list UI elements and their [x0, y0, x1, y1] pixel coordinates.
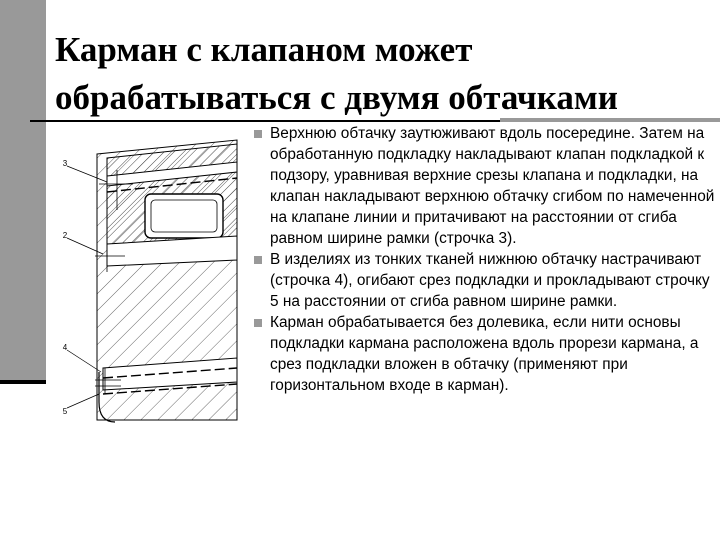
- bullet-text: В изделиях из тонких тканей нижнюю обтачку настрачивают (строчка 4), огибают срез подкладки и прокладывают строчку 5 на расстоянии от сгиба равном ширине рамки.: [270, 251, 710, 310]
- bullet-list: [254, 123, 716, 396]
- bullet-item: [254, 312, 716, 396]
- title-underline-accent: [500, 118, 720, 122]
- leader-4: [67, 350, 101, 372]
- figure-label-5: 5: [62, 407, 68, 416]
- square-bullet-icon: [254, 319, 262, 327]
- pocket-diagram: [55, 132, 243, 426]
- figure-label-4: 4: [62, 343, 68, 352]
- pocket-flap: [145, 194, 223, 238]
- left-decor-accent: [0, 380, 46, 384]
- square-bullet-icon: [254, 130, 262, 138]
- left-decor-bar: [0, 0, 46, 384]
- bullet-item: [254, 249, 716, 312]
- bullet-text: Верхнюю обтачку заутюживают вдоль посередине. Затем на обработанную подкладку накладывают клапан подкладкой к подзору, уравнивая верхние срезы клапана и подкладки, на клапан накладывают верхнюю обтачку сгибом по намеченной на клапане линии и притачивают на расстоянии от сгиба равном ширине рамки (строчка 3).: [270, 125, 715, 247]
- square-bullet-icon: [254, 256, 262, 264]
- bullet-text: Карман обрабатывается без долевика, если нити основы подкладки кармана расположена вдоль прорези кармана, а срез подкладки вложен в обтачку (применяют при горизонтальном входе в карман).: [270, 314, 699, 394]
- figure-label-2: 2: [62, 231, 68, 240]
- slide-title: Карман с клапаном может обрабатываться с двумя обтачками: [55, 30, 618, 117]
- bullet-item: [254, 123, 716, 249]
- figure-label-3: 3: [62, 159, 68, 168]
- leader-5: [67, 394, 99, 408]
